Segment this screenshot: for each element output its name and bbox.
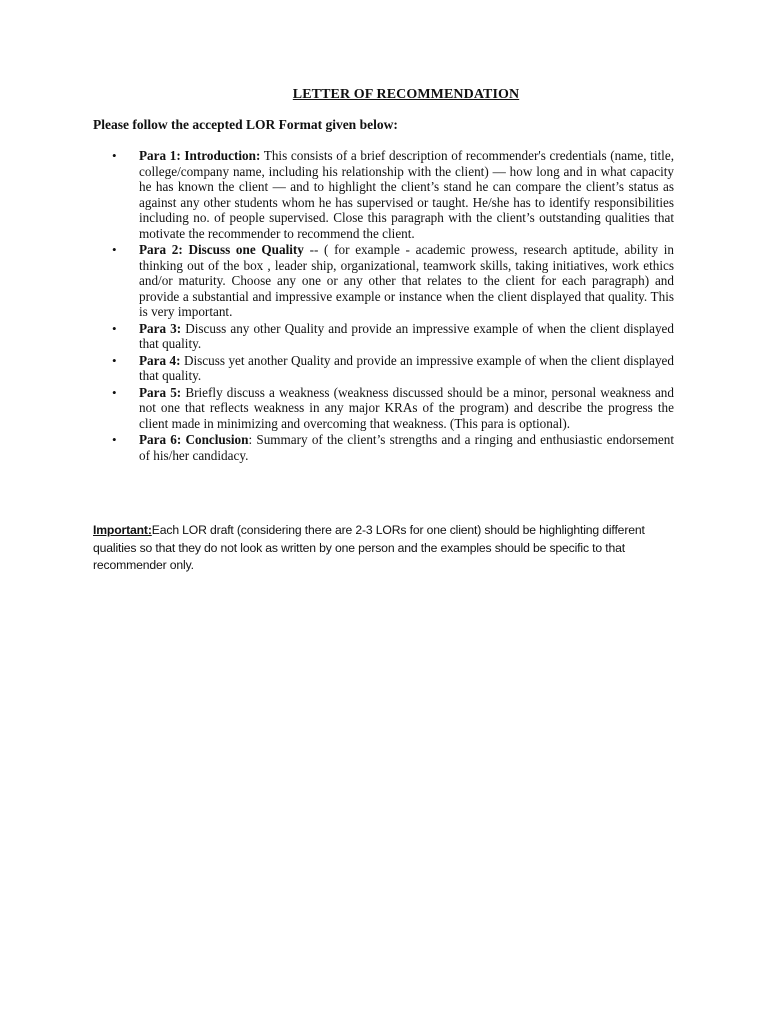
format-instruction: Please follow the accepted LOR Format given below: <box>93 117 398 132</box>
important-text: Each LOR draft (considering there are 2-3 LORs for one client) should be highlighting different qualities so that they do not look as written by one person and the examples should be specific to that recommender only. <box>93 523 645 572</box>
item-text: Discuss any other Quality and provide an impressive example of when the client displayed that quality. <box>139 320 674 351</box>
bullet-icon: • <box>112 148 117 163</box>
item-text: This consists of a brief description of recommender's credentials (name, title, college/company name, including his relationship with the client) — how long and in what capacity he has known the client — and to highlight the client’s stand he can compare the client’s status as against any other students whom he has supervised or taught. He/she has to identify responsibilities including no. of people supervised. Close this paragraph with the client’s outstanding qualities that motivate the recommender to recommend the client. <box>139 148 674 241</box>
list-item <box>93 321 674 352</box>
list-item <box>93 385 674 432</box>
item-text: Discuss yet another Quality and provide an impressive example of when the client displayed that quality. <box>139 352 674 383</box>
item-lead: Para 6: Conclusion <box>139 432 249 447</box>
bullet-icon: • <box>112 242 117 257</box>
item-lead: Para 1: Introduction: <box>139 148 261 163</box>
bullet-icon: • <box>112 432 117 447</box>
bullet-icon: • <box>112 320 117 336</box>
important-label: Important: <box>93 523 152 537</box>
item-lead: Para 3: <box>139 320 182 336</box>
list-item <box>93 353 674 384</box>
item-text: : Summary of the client’s strengths and a ringing and enthusiastic endorsement of his/her candidacy. <box>139 432 675 463</box>
bullet-icon: • <box>112 352 117 368</box>
important-note <box>93 522 673 575</box>
item-lead: Para 5: <box>139 384 182 400</box>
list-item <box>93 432 674 463</box>
item-text: Briefly discuss a weakness (weakness discussed should be a minor, personal weakness and not one that reflects weakness in any major KRAs of the program) and describe the progress the client made in minimizing and overcoming that weakness. (This para is optional). <box>139 384 674 431</box>
document-title: LETTER OF RECOMMENDATION <box>292 87 520 102</box>
list-item <box>93 148 674 241</box>
item-lead: Para 4: <box>139 352 181 368</box>
item-text: -- ( for example - academic prowess, research aptitude, ability in thinking out of the box , leader ship, organizational, teamwork skills, taking initiatives, work ethics and/or maturity. Choose any one or any other that relates to the client for each paragraph) and provide a substantial and impressive example or instance when the client displayed that quality. This is very important. <box>139 242 675 319</box>
paragraph-guidelines-list <box>93 148 674 464</box>
list-item <box>93 242 674 320</box>
item-lead: Para 2: Discuss one Quality <box>139 242 304 257</box>
bullet-icon: • <box>112 384 117 400</box>
